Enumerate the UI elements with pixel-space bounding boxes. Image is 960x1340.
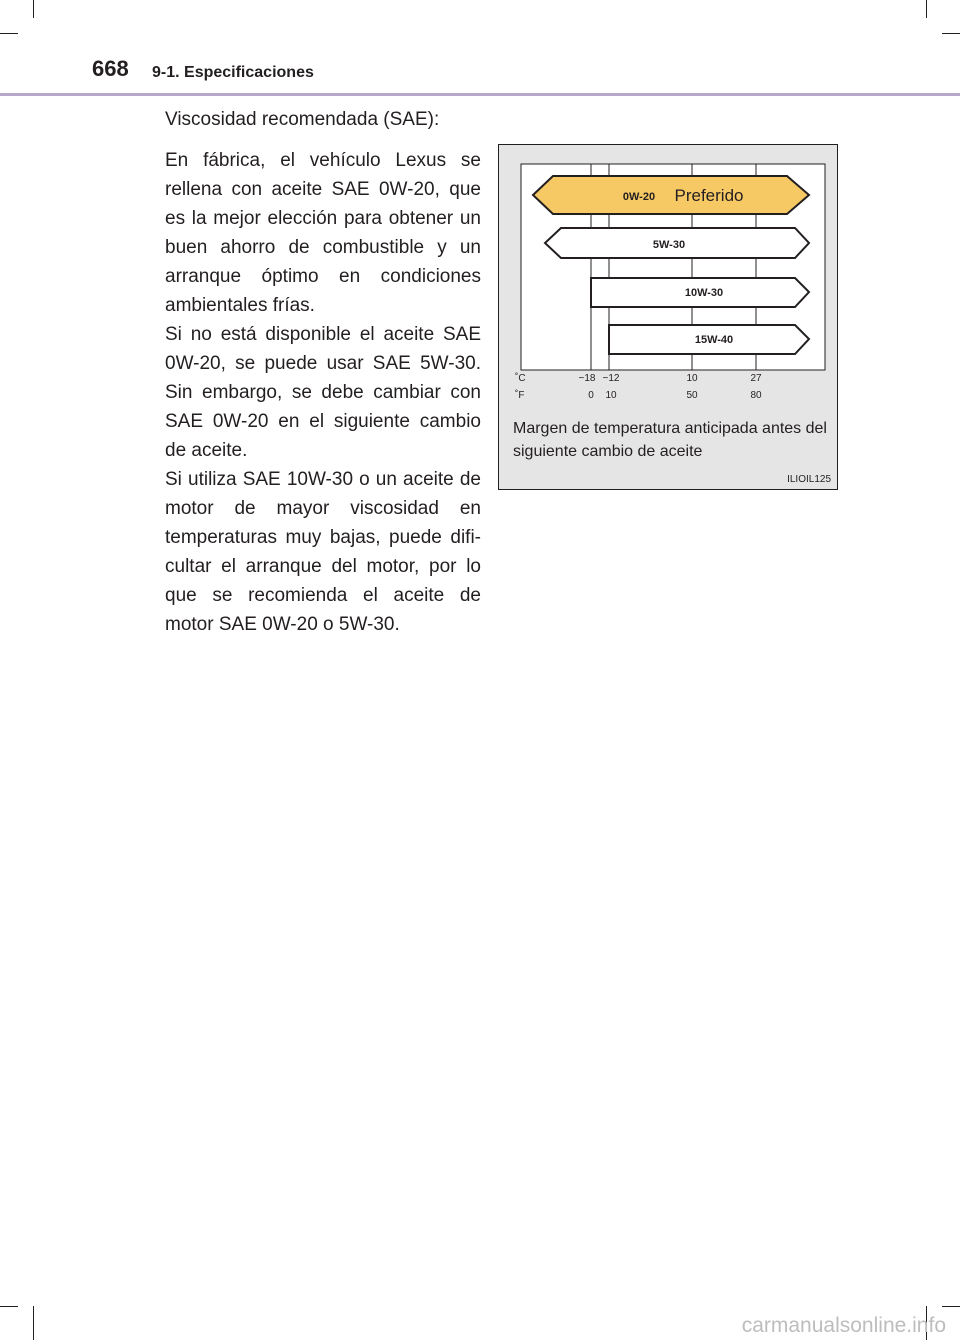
crop-mark — [33, 1306, 34, 1340]
body-text — [165, 146, 481, 639]
grade-label-10w30: 10W-30 — [684, 287, 724, 299]
paragraph: En fábrica, el vehículo Lexus se rellena con aceite SAE 0W-20, que es la mejor elección para obtener un buen ahorro de combustible y un arranque óptimo en condiciones ambientales frías. — [165, 150, 481, 316]
crop-mark — [942, 33, 960, 34]
subheading: Viscosidad recomendada (SAE): — [165, 109, 440, 130]
grade-label-15w40: 15W-40 — [694, 334, 734, 346]
fahrenheit-tick: 80 — [750, 390, 762, 401]
celsius-unit: ˚C — [515, 373, 526, 384]
fahrenheit-tick: 10 — [605, 390, 617, 401]
paragraph: Si utiliza SAE 10W-30 o un aceite de motor de mayor viscosidad en temperaturas muy bajas, puede difi-cultar el arranque del motor, por lo que se recomienda el aceite de motor SAE 0W-20 o 5W-30. — [165, 469, 481, 635]
oil-viscosity-figure — [498, 144, 838, 490]
crop-mark — [0, 1306, 18, 1307]
figure-code: ILIOIL125 — [787, 474, 831, 485]
crop-mark — [0, 33, 18, 34]
paragraph: Si no está disponible el aceite SAE 0W-20, se puede usar SAE 5W-30. Sin embargo, se debe cambiar con SAE 0W-20 en el siguiente cambio de aceite. — [165, 324, 481, 461]
page-number: 668 — [92, 56, 129, 81]
arrow-0w20 — [533, 176, 809, 214]
section-title: 9-1. Especificaciones — [152, 64, 314, 81]
grade-label-0w20: 0W-20 — [622, 191, 656, 203]
crop-mark — [942, 1306, 960, 1307]
fahrenheit-unit: ˚F — [515, 390, 525, 401]
celsius-tick: −12 — [602, 373, 620, 384]
header-rule — [0, 93, 960, 96]
figure-caption: Margen de temperatura anticipada antes del siguiente cambio de aceite — [513, 420, 827, 460]
crop-mark — [33, 0, 34, 18]
celsius-tick: 10 — [686, 373, 698, 384]
grade-label-5w30: 5W-30 — [652, 239, 686, 251]
crop-mark — [926, 0, 927, 18]
fahrenheit-tick: 0 — [588, 390, 594, 401]
fahrenheit-tick: 50 — [686, 390, 698, 401]
preferred-label: Preferido — [674, 186, 744, 205]
watermark: carmanualsonline.info — [741, 1314, 946, 1337]
celsius-tick: 27 — [750, 373, 762, 384]
celsius-tick: −18 — [578, 373, 596, 384]
